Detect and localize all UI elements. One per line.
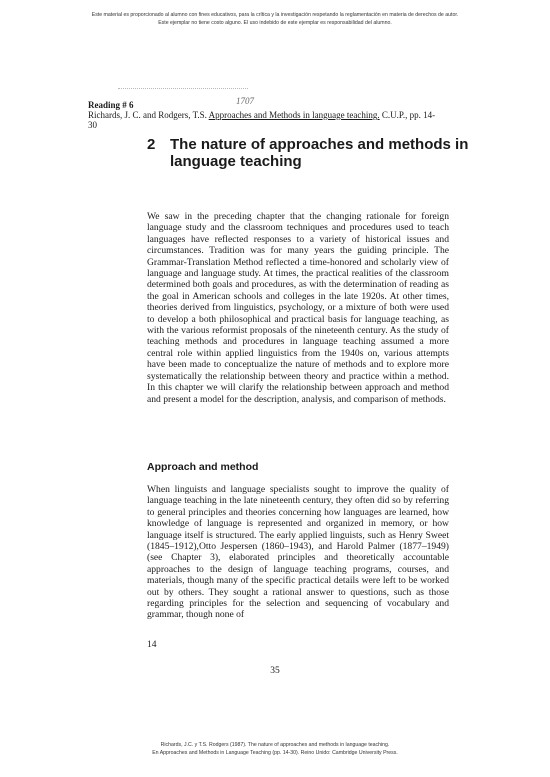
- handwritten-mark: 1707: [236, 96, 254, 106]
- section-heading: Approach and method: [147, 461, 259, 473]
- reference-footer-line-2: En Approaches and Methods in Language Teaching (pp. 14-30). Reino Unido: Cambridge University Press.: [152, 750, 398, 756]
- section-paragraph: When linguists and language specialists sought to improve the quality of language teaching in the late nineteenth century, they often did so by referring to general principles and theories concerning how languages are learned, how knowledge of language is represented and organized in memory, or how language itself is structured. The early applied linguists, such as Henry Sweet (1845–1912),Otto Jespersen (1860–1943), and Harold Palmer (1877–1949) (see Chapter 3), elaborated principles and theoretically accountable approaches to the design of language teaching programs, courses, and materials, though many of the specific practical details were left to be worked out by others. They sought a rational answer to questions, such as those regarding principles for the selection and sequencing of vocabulary and grammar, though none of: [147, 484, 449, 621]
- citation-pages-end: 30: [88, 120, 97, 130]
- chapter-title: The nature of approaches and methods in language teaching: [170, 136, 469, 170]
- citation-book-title: Approaches and Methods in language teaching.: [208, 110, 380, 120]
- reference-footer-line-1: Richards, J.C. y T.S. Rodgers (1987). The nature of approaches and methods in language teaching.: [160, 742, 390, 748]
- book-page-number: 14: [147, 640, 157, 650]
- scan-artifact-line: [118, 88, 248, 95]
- citation-publisher: C.U.P., pp. 14-: [379, 110, 436, 120]
- copyright-notice-line-1: Este material es proporcionado al alumno con fines educativos, para la crítica y la investigación respetando la reglamentación en materia de derechos de autor.: [91, 12, 459, 18]
- document-page-number: 35: [270, 666, 280, 676]
- copyright-notice-line-2: Este ejemplar no tiene costo alguno. El uso indebido de este ejemplar es responsabilidad del alumno.: [158, 20, 392, 26]
- source-citation: [88, 110, 468, 120]
- chapter-number: 2: [147, 136, 156, 153]
- citation-authors: Richards, J. C. and Rodgers, T.S.: [88, 110, 209, 120]
- intro-paragraph: We saw in the preceding chapter that the changing rationale for foreign language study and the classroom techniques and procedures used to teach languages have reflected responses to a variety of historical issues and circumstances. Tradition was for many years the guiding principle. The Grammar-Translation Method reflected a time-honored and scholarly view of language and language study. At times, the practical realities of the classroom determined both goals and procedures, as with the determination of reading as the goal in American schools and colleges in the late 1920s. At other times, theories derived from linguistics, psychology, or a mixture of both were used to develop a both philosophical and practical basis for language teaching, as with the various reformist proposals of the nineteenth century. As the study of teaching methods and procedures in language teaching assumed a more central role within applied linguistics from the 1940s on, various attempts have been made to conceptualize the nature of methods and to explore more systematically the relationship between theory and practice within a method. In this chapter we will clarify the relationship between approach and method and present a model for the description, analysis, and comparison of methods.: [147, 211, 449, 405]
- reading-label: Reading # 6: [88, 100, 134, 110]
